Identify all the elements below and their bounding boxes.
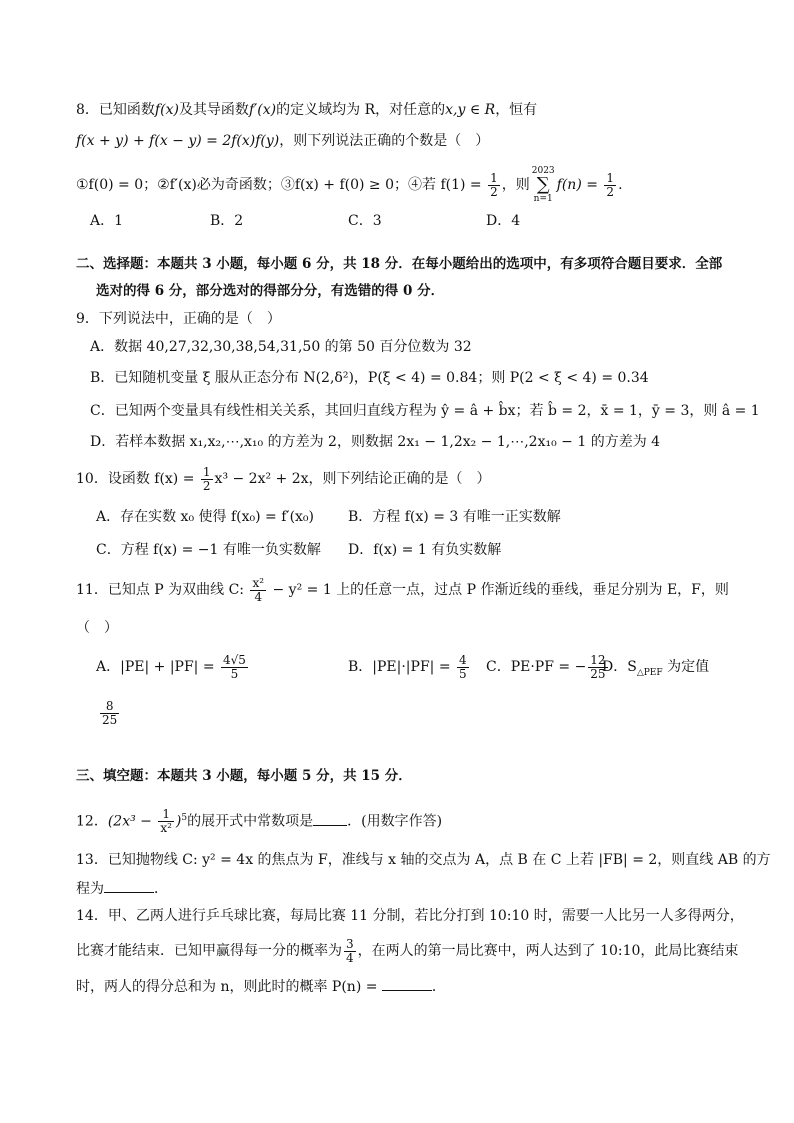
q12-exponent: 5 [181,813,188,823]
q11-frac-den: 4 [254,589,263,604]
q8-statement-then: ，则 [501,177,530,193]
q11-text-a: 11．已知点 P 为双曲线 C: [76,582,249,598]
q11-b-den: 5 [459,666,467,681]
q11-c-den: 25 [590,666,606,681]
q8-frac-num: 1 [490,170,498,185]
q11-text-b: − y² = 1 上的任意一点，过点 P 作渐近线的垂线，垂足分别为 E，F，则 [268,582,729,598]
q11-d-sub: △PEF [636,667,663,678]
q12-frac-num: 1 [158,808,174,822]
q10-text-a: 10．设函数 f(x) = [76,471,199,487]
section3-heading: 三、填空题：本题共 3 小题，每小题 5 分，共 15 分． [76,768,412,784]
q9-option-d: D．若样本数据 x₁,x₂,⋯,x₁₀ 的方差为 2，则数据 2x₁ − 1,2x₂ − 1,⋯,2x₁₀ − 1 的方差为 4 [90,434,661,450]
q8-xy: x,y ∈ R [445,102,496,118]
q10-stem [76,462,491,496]
q8-text-a: 8．已知函数 [76,102,155,118]
q10-option-b: B．方程 f(x) = 3 有唯一正实数解 [348,509,561,525]
q10-text-b: x³ − 2x² + 2x，则下列结论正确的是（ ） [214,471,491,487]
q12-stem: 12．(2x³ − $\frac{1}{\text{x²}}$ )$^5$的展开式中常数项是 ．(用数字作答) [76,807,443,836]
sum-bottom: n=1 [533,194,553,204]
q10-frac-den: 2 [202,478,211,493]
q8-option-c: C．3 [348,213,382,229]
q11-extra-num: 8 [100,700,119,714]
q14-text-c: 时，两人的得分总和为 n，则此时的概率 P(n) = [76,979,382,995]
q8-question: ，则下列说法正确的个数是（ ） [279,133,490,149]
q11-d-text: D．S [602,659,637,675]
q8-line2 [76,131,489,151]
q13-end: ． [154,881,168,897]
q10-frac-num: 1 [202,464,211,479]
q11-c-text: C．PE·PF = − [486,659,587,675]
q13-line2 [76,878,168,899]
q13-text: 程为 [76,881,104,897]
q8-line1: 8．已知函数f(x)及其导函数f′(x)的定义域均为 R，对任意的x,y ∈ R，恒有 [76,102,538,118]
q11-b-num: 4 [459,652,467,667]
q11-option-b [348,650,471,684]
q11-option-c [486,650,610,684]
section2-heading-cont: 选对的得 6 分，部分选对的得部分分，有选错的得 0 分． [96,283,445,299]
q14-text-a: 比赛才能结束．已知甲赢得每一分的概率为 [76,943,342,959]
q8-statement-text: ①f(0) = 0；②f′(x)必为奇函数；③f(x) + f(0) ≥ 0；④若 f(1) = [76,177,487,193]
q14-line3 [76,976,446,997]
q12-num: 12． [76,813,108,830]
q9-option-b: B．已知随机变量 ξ 服从正态分布 N(2,δ²)，P(ξ < 4) = 0.84；则 P(2 < ξ < 4) = 0.34 [90,370,649,386]
q12-text: 的展开式中常数项是 [187,813,314,830]
q10-option-d: D．f(x) = 1 有负实数解 [348,542,502,558]
q11-a-den: 5 [230,666,239,681]
q9-stem: 9．下列说法中，正确的是（ ） [76,311,281,327]
q11-paren: （ ） [76,620,118,636]
q12-answer-blank[interactable] [313,811,347,826]
sum-top: 2023 [531,166,555,176]
section2-heading: 二、选择题：本题共 3 小题，每小题 6 分，共 18 分．在每小题给出的选项中，有多项符合题目要求．全部 [76,256,723,272]
q13-answer-blank[interactable] [104,878,154,893]
q9-option-c: C．已知两个变量具有线性相关关系，其回归直线方程为 ŷ = â + b̂x；若 b̂ = 2，x̄ = 1，ȳ = 3，则 â = 1 [90,403,760,419]
q11-option-d [602,650,709,684]
q11-a-text: A．|PE| + |PF| = [96,659,220,675]
sum-symbol: 2023 ∑ n=1 [531,166,555,204]
q8-text-c: 的定义域均为 R，对任意的 [276,102,446,118]
q12-frac-den: x² [160,821,172,836]
q11-d-text2: 为定值 [662,659,710,675]
q10-option-a: A．存在实数 x₀ 使得 f(x₀) = f′(x₀) [96,509,315,525]
q11-option-a [96,650,250,684]
q13-line1: 13．已知抛物线 C: y² = 4x 的焦点为 F，准线与 x 轴的交点为 A，点 B 在 C 上若 |FB| = 2，则直线 AB 的方 [76,852,771,868]
q11-a-num: 4√5 [223,652,246,667]
q8-option-d: D．4 [486,213,521,229]
q8-equation: f(x + y) + f(x − y) = 2f(x)f(y) [76,133,280,149]
q11-frac-num: x² [252,575,265,590]
q14-frac-den: 4 [346,950,354,965]
q14-line1: 14．甲、乙两人进行乒乓球比赛，每局比赛 11 分制，若比分打到 10:10 时，需要一人比另一人多得两分， [76,908,744,924]
q12-note: ．(用数字作答) [347,813,443,830]
q14-line2 [76,934,738,968]
q14-text-b: ，在两人的第一局比赛中，两人达到了 10:10，此局比赛结束 [357,943,739,959]
q11-b-text: B．|PE|·|PF| = [348,659,456,675]
q8-text-d: ，恒有 [495,102,538,118]
q8-option-a: A．1 [90,213,124,229]
q9-option-a: A．数据 40,27,32,30,38,54,31,50 的第 50 百分位数为 32 [90,339,472,355]
q10-option-c: C．方程 f(x) = −1 有唯一负实数解 [96,542,321,558]
q8-frac2-den: 2 [606,184,615,199]
q8-text-b: 及其导函数 [178,102,249,118]
q14-frac-num: 3 [346,936,354,951]
q11-extra-fraction [98,696,121,730]
q8-statements: ①f(0) = 0；②f′(x)必为奇函数；③f(x) + f(0) ≥ 0；④若 f(1) = $\frac{1}{2}$ ，则2023 ∑ n=1f(n) = $\frac{1}{2}$ . [76,166,623,204]
q12-expr: (2x³ − [107,813,157,830]
q8-option-b: B．2 [210,213,244,229]
q14-end: ． [431,979,446,995]
q14-answer-blank[interactable] [382,976,432,991]
q8-frac-den: 2 [490,184,498,199]
q11-c-num: 12 [590,652,606,667]
q8-sum-expr: f(n) = [556,177,603,193]
q11-stem [76,573,729,607]
q8-frac2-num: 1 [606,170,615,185]
q11-extra-den: 25 [102,712,118,727]
